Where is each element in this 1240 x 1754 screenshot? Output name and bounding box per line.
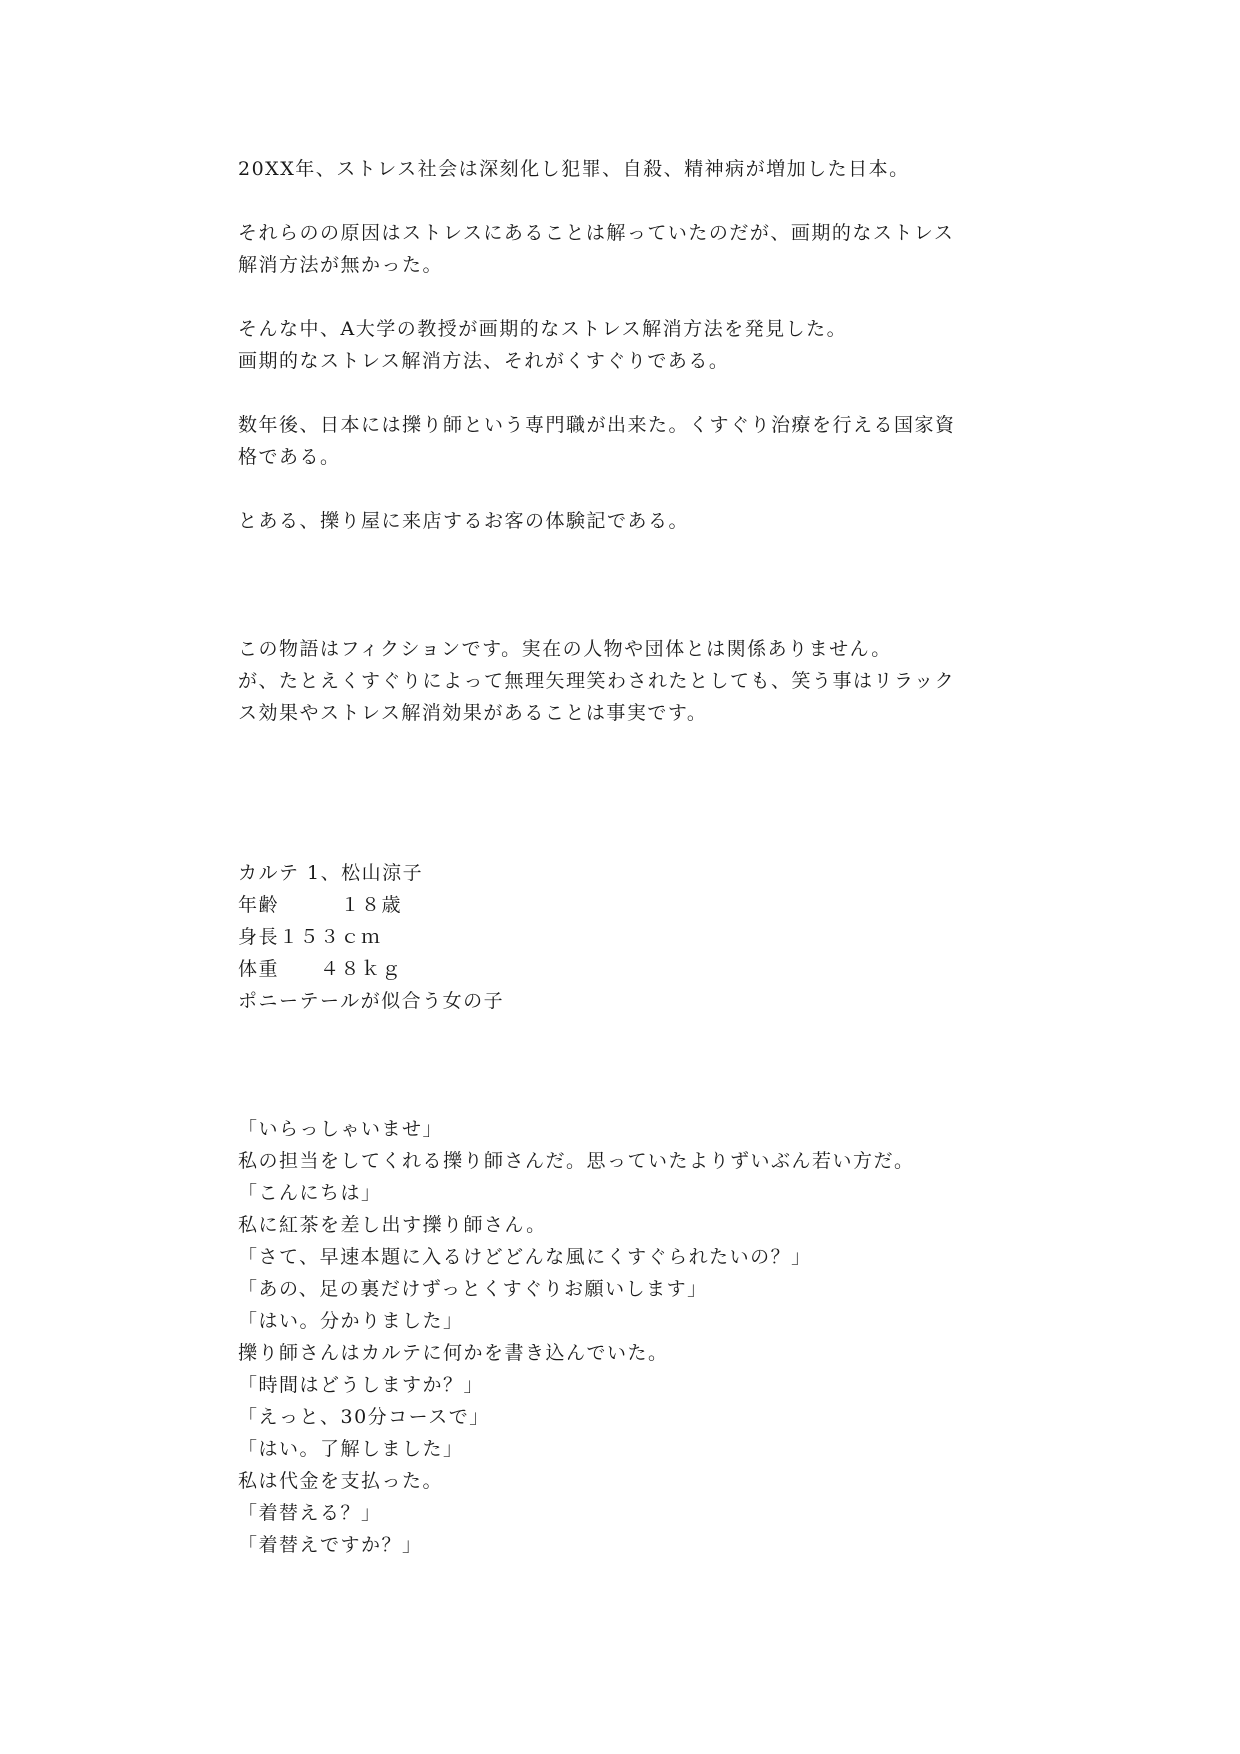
patient-chart <box>238 857 1018 1017</box>
chart-title: カルテ 1、松山涼子 <box>238 862 424 884</box>
story-line: 私は代金を支払った。 <box>238 1470 444 1492</box>
text-line: この物語はフィクションです。実在の人物や団体とは関係ありません。 <box>238 638 892 660</box>
intro-paragraph-3 <box>238 313 1018 377</box>
story-line: 「時間はどうしますか？」 <box>238 1374 485 1396</box>
text-line: 数年後、日本には擽り師という専門職が出来た。くすぐり治療を行える国家資 <box>238 414 956 436</box>
intro-paragraph-5 <box>238 505 1018 537</box>
text-line: とある、擽り屋に来店するお客の体験記である。 <box>238 510 690 532</box>
text-line: ス効果やストレス解消効果があることは事実です。 <box>238 702 708 724</box>
story-body <box>238 1113 1018 1561</box>
story-line: 擽り師さんはカルテに何かを書き込んでいた。 <box>238 1342 669 1364</box>
text-line: 画期的なストレス解消方法、それがくすぐりである。 <box>238 350 730 372</box>
story-line: 「さて、早速本題に入るけどどんな風にくすぐられたいの？」 <box>238 1246 812 1268</box>
text-line: 20XX年、ストレス社会は深刻化し犯罪、自殺、精神病が増加した日本。 <box>238 158 910 180</box>
chart-weight: 体重 ４８ｋｇ <box>238 958 403 980</box>
story-line: 「いらっしゃいませ」 <box>238 1118 444 1140</box>
story-line: 私の担当をしてくれる擽り師さんだ。思っていたよりずいぶん若い方だ。 <box>238 1150 915 1172</box>
story-line: 「着替えですか？」 <box>238 1534 423 1556</box>
text-line: 解消方法が無かった。 <box>238 254 444 276</box>
story-line: 「着替える？」 <box>238 1502 382 1524</box>
story-line: 「こんにちは」 <box>238 1182 382 1204</box>
chart-height: 身長１５３ｃｍ <box>238 926 382 948</box>
disclaimer <box>238 633 1018 729</box>
text-line: それらのの原因はストレスにあることは解っていたのだが、画期的なストレス <box>238 222 955 244</box>
story-line: 「はい。了解しました」 <box>238 1438 464 1460</box>
chart-description: ポニーテールが似合う女の子 <box>238 990 505 1012</box>
text-line: そんな中、A大学の教授が画期的なストレス解消方法を発見した。 <box>238 318 848 340</box>
story-line: 私に紅茶を差し出す擽り師さん。 <box>238 1214 547 1236</box>
story-line: 「あの、足の裏だけずっとくすぐりお願いします」 <box>238 1278 708 1300</box>
document-body <box>238 153 1018 1561</box>
intro-paragraph-4 <box>238 409 1018 473</box>
intro-paragraph-1 <box>238 153 1018 185</box>
text-line: 格である。 <box>238 446 341 468</box>
story-line: 「えっと、30分コースで」 <box>238 1406 490 1428</box>
chart-age: 年齢 １８歳 <box>238 894 403 916</box>
story-line: 「はい。分かりました」 <box>238 1310 464 1332</box>
intro-paragraph-2 <box>238 217 1018 281</box>
text-line: が、たとえくすぐりによって無理矢理笑わされたとしても、笑う事はリラック <box>238 670 956 692</box>
